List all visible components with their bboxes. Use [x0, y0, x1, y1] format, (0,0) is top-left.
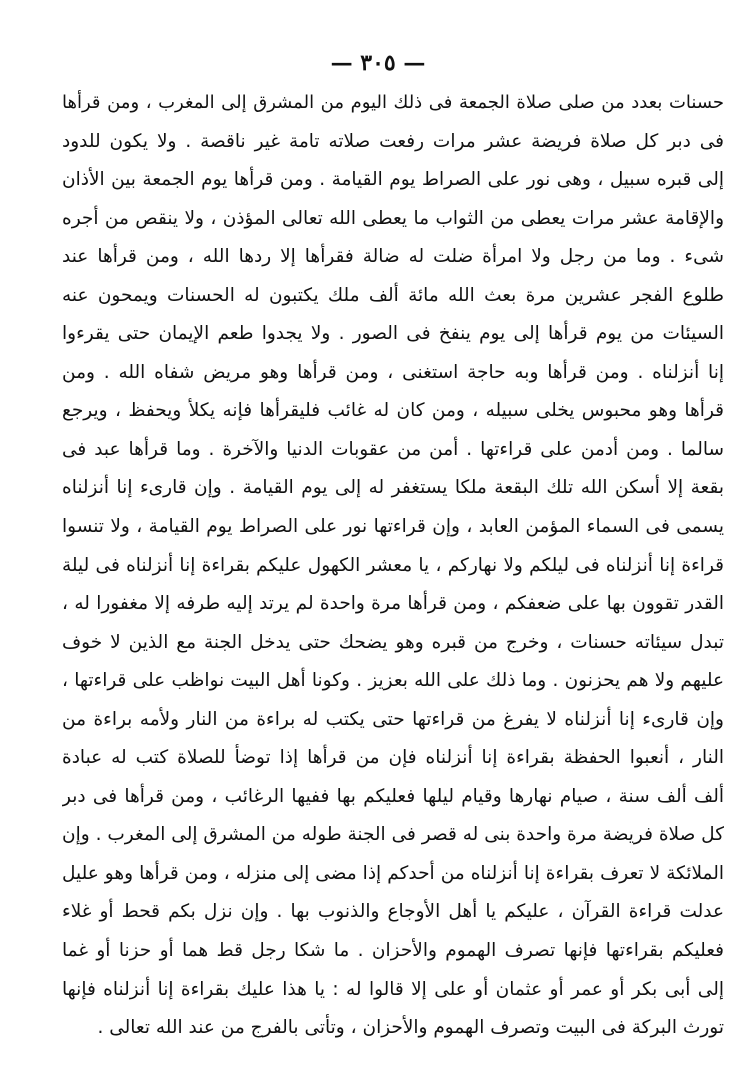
text-line: عدلت قراءة القرآن ، عليكم يا أهل الأوجاع والذنوب بها . وإن نزل بكم قحط أو غلاء	[62, 901, 724, 923]
text-line: القدر تقوون بها على ضعفكم ، ومن قرأها مرة واحدة لم يرتد إليه طرفه إلا مغفورا له ،	[62, 593, 724, 615]
text-line: قرأها وهو محبوس يخلى سبيله ، ومن كان له غائب فليقرأها فإنه يكلأ ويحفظ ، ويرجع	[62, 400, 724, 422]
text-line: عليهم ولا هم يحزنون . وما ذلك على الله بعزيز . وكونا أهل البيت نواظب على قراءتها ،	[62, 670, 724, 692]
text-line: حسنات بعدد من صلى صلاة الجمعة فى ذلك اليوم من المشرق إلى المغرب ، ومن قرأها	[62, 92, 724, 113]
text-line: الملائكة لا تعرف بقراءة إنا أنزلناه من أحدكم إذا مضى إلى منزله ، ومن قرأها وهو عليل	[62, 862, 724, 884]
page-number: — ٣٠٥ —	[330, 50, 426, 76]
text-line: وإن قارىء إنا أنزلناه لا يفرغ من قراءتها حتى يكتب له براءة من النار ولأمه براءة من	[62, 708, 724, 730]
text-line: ألف ألف سنة ، صيام نهارها وقيام ليلها فعليكم بها ففيها الرغائب ، ومن قرأها فى دبر	[62, 785, 724, 807]
text-line: يسمى فى السماء المؤمن العابد ، وإن قراءتها نور على الصراط يوم القيامة ، ولا تنسوا	[62, 516, 724, 538]
text-line: فعليكم بقراءتها فإنها تصرف الهموم والأحزان . ما شكا رجل قط هما أو حزنا أو غما	[62, 940, 724, 962]
text-line: تورث البركة فى البيت وتصرف الهموم والأحزان ، وتأتى بالفرج من عند الله تعالى .	[97, 1017, 724, 1039]
text-line: والإقامة عشر مرات يعطى من الثواب ما يعطى الله تعالى المؤذن ، ولا ينقص من أجره	[62, 207, 724, 229]
body-text	[62, 84, 724, 1048]
text-line: سالما . ومن أدمن على قراءتها . أمن من عقوبات الدنيا والآخرة . وما قرأها عبد فى	[62, 438, 724, 460]
text-line: قراءة إنا أنزلناه فى ليلكم ولا نهاركم ، يا معشر الكهول عليكم بقراءة إنا أنزلناه فى ليلة	[62, 554, 724, 576]
text-line: شىء . وما من رجل ولا امرأة ضلت له ضالة فقرأها إلا ردها الله ، ومن قرأها عند	[62, 246, 724, 268]
text-line: إلى قبره سبيل ، وهى نور على الصراط يوم القيامة . ومن قرأها يوم الجمعة بين الأذان	[62, 169, 724, 191]
text-line: كل صلاة فريضة مرة واحدة بنى له قصر فى الجنة طوله من المشرق إلى المغرب . وإن	[62, 824, 724, 846]
text-line: بقعة إلا أسكن الله تلك البقعة ملكا يستغفر له إلى يوم القيامة . وإن قارىء إنا أنزلناه	[62, 477, 724, 499]
text-line: فى دبر كل صلاة فريضة عشر مرات رفعت صلاته تامة غير ناقصة . ولا يكون للدود	[62, 130, 724, 152]
text-line: النار ، أنعبوا الحفظة بقراءة إنا أنزلناه فإن من قرأها إذا توضأ للصلاة كتب له عبادة	[62, 747, 724, 769]
text-line: تبدل سيئاته حسنات ، وخرج من قبره وهو يضحك حتى يدخل الجنة مع الذين لا خوف	[62, 631, 724, 653]
text-line: إنا أنزلناه . ومن قرأها وبه حاجة استغنى ، ومن قرأها وهو مريض شفاه الله . ومن	[62, 361, 724, 383]
text-line: إلى أبى بكر أو عمر أو عثمان أو على إلا قالوا له : يا هذا عليك بقراءة إنا أنزلناه فإنها	[62, 978, 724, 1000]
text-line: السيئات من يوم قرأها إلى يوم ينفخ فى الصور . ولا يجدوا طعم الإيمان حتى يقرءوا	[62, 323, 724, 345]
text-line: طلوع الفجر عشرين مرة بعث الله مائة ألف ملك يكتبون له الحسنات ويمحون عنه	[62, 284, 724, 306]
